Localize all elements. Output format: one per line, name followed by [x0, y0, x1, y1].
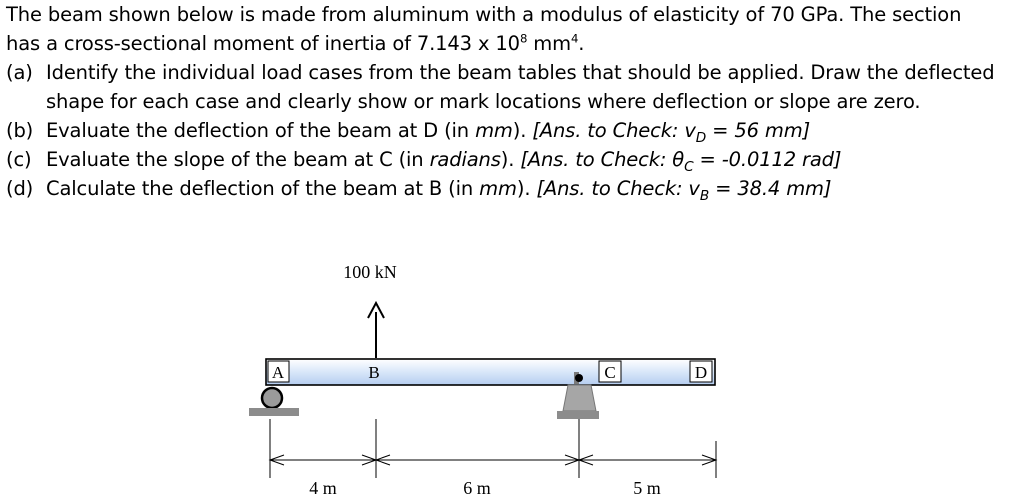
part-b: (b) Evaluate the deflection of the beam at D (in mm). [Ans. to Check: $v_D = 56$ mm] — [6, 119, 811, 146]
point-b-label: B — [368, 363, 380, 382]
dim-cd-label: 5 m — [633, 478, 661, 498]
part-c: (c) Evaluate the slope of the beam at C (in radians). [Ans. to Check: $\theta_C = -0.0112$ rad] — [6, 148, 842, 175]
part-d: (d) Calculate the deflection of the beam at B (in mm). [Ans. to Check: $v_B = 38.4$ mm] — [6, 177, 832, 204]
intro-line-1: The beam shown below is made from aluminum with a modulus of elasticity of 70 GPa. The section — [6, 3, 962, 26]
roller-support-icon — [249, 388, 299, 416]
part-a: (a) Identify the individual load cases from the beam tables that should be applied. Draw the deflected — [6, 61, 995, 84]
load-arrow-icon — [368, 303, 384, 358]
point-d-label: D — [694, 363, 708, 382]
dimension-line — [270, 419, 716, 478]
point-a-label: A — [271, 363, 285, 382]
answer-check-c: [Ans. to Check: $\theta_C = -0.0112$ rad] — [520, 148, 842, 175]
point-c-label: C — [604, 363, 616, 382]
dim-bc-label: 6 m — [463, 478, 491, 498]
intro-line-2: has a cross-sectional moment of inertia of 7.143 x $10^8$ $mm^4$. — [6, 31, 585, 55]
answer-check-b: [Ans. to Check: $v_D = 56$ mm] — [532, 119, 811, 146]
part-a-continued: shape for each case and clearly show or mark locations where deflection or slope are zero. — [46, 90, 921, 113]
load-label: 100 kN — [343, 262, 397, 282]
dim-ab-label: 4 m — [309, 478, 337, 498]
answer-check-d: [Ans. to Check: $v_B = 38.4$ mm] — [536, 177, 832, 204]
beam — [266, 359, 715, 385]
